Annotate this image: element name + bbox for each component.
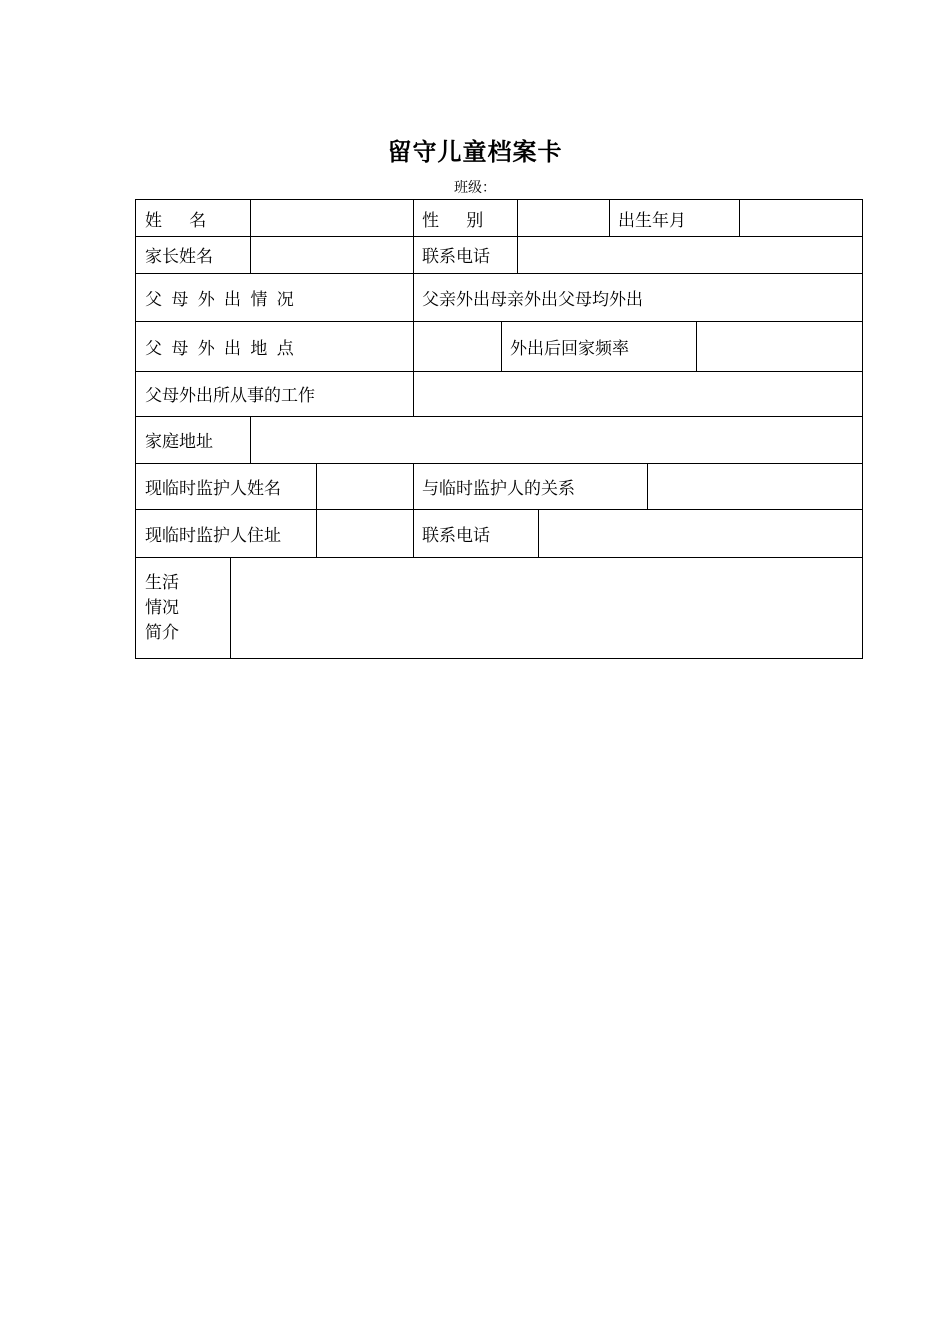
gender-field[interactable]: [518, 200, 609, 236]
life-summary-label-line: 简介: [145, 623, 179, 643]
guardian-address-label: 现临时监护人住址: [145, 525, 281, 546]
parents-out-place-label: 父母外出地点: [145, 338, 304, 359]
record-card-table: [135, 199, 863, 659]
parent-name-label: 家长姓名: [145, 247, 213, 267]
home-address-field[interactable]: [251, 416, 862, 463]
parents-job-field[interactable]: [414, 371, 862, 416]
home-address-label: 家庭地址: [145, 432, 213, 452]
name-label: 姓名: [145, 210, 234, 231]
life-summary-field[interactable]: [231, 557, 862, 658]
name-field[interactable]: [251, 200, 413, 236]
guardian-phone-label: 联系电话: [422, 525, 490, 546]
parents-out-options[interactable]: 父亲外出母亲外出父母均外出: [422, 289, 643, 310]
parents-out-place-field[interactable]: [414, 321, 501, 371]
page-title: 留守儿童档案卡: [387, 137, 563, 166]
parent-name-field[interactable]: [251, 236, 413, 273]
guardian-address-field[interactable]: [317, 509, 413, 557]
guardian-phone-field[interactable]: [539, 509, 862, 557]
guardian-name-field[interactable]: [317, 463, 413, 509]
parents-job-label: 父母外出所从事的工作: [145, 386, 315, 406]
class-label: 班级：: [454, 180, 496, 196]
birth-label: 出生年月: [618, 210, 686, 231]
guardian-relation-label: 与临时监护人的关系: [422, 478, 575, 499]
return-frequency-label: 外出后回家频率: [510, 338, 629, 359]
birth-field[interactable]: [740, 200, 862, 236]
parents-out-status-label: 父母外出情况: [145, 289, 304, 310]
return-frequency-field[interactable]: [697, 321, 862, 371]
phone-field[interactable]: [518, 236, 862, 273]
life-summary-label-line: 生活: [145, 573, 179, 593]
guardian-relation-field[interactable]: [648, 463, 862, 509]
gender-label: 性别: [422, 210, 511, 231]
phone-label: 联系电话: [422, 247, 490, 267]
life-summary-label: [136, 571, 239, 646]
guardian-name-label: 现临时监护人姓名: [145, 478, 281, 499]
life-summary-label-line: 情况: [145, 598, 179, 618]
